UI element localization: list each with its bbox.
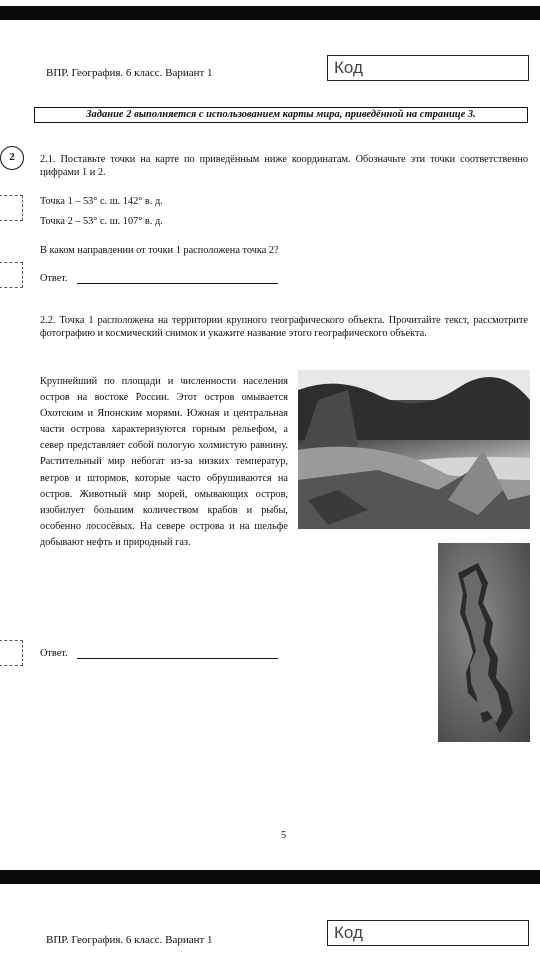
q21-text: 2.1. Поставьте точки на карте по приведённым ниже координатам. Обозначьте эти точки соответственно цифрами 1 и 2. xyxy=(40,154,528,178)
score-box-3[interactable] xyxy=(0,640,23,666)
code-field[interactable] xyxy=(327,55,529,81)
score-box-2[interactable] xyxy=(0,262,23,288)
footer-code-field[interactable] xyxy=(327,920,529,946)
bottom-black-bar xyxy=(0,870,540,884)
island-photo xyxy=(298,370,530,529)
task-number-circle: 2 xyxy=(0,146,24,170)
task-banner: Задание 2 выполняется с использованием карты мира, приведённой на странице 3. xyxy=(34,107,528,123)
rocky-coast-illustration xyxy=(298,370,530,529)
q21-question: В каком направлении от точки 1 расположена точка 2? xyxy=(40,245,279,256)
footer-code-label: Код xyxy=(334,923,363,942)
island-silhouette xyxy=(438,543,530,742)
code-label: Код xyxy=(334,58,363,77)
satellite-image xyxy=(438,543,530,742)
q21-point2: Точка 2 – 53° с. ш. 107° в. д. xyxy=(40,216,163,227)
score-box-1[interactable] xyxy=(0,195,23,221)
footer-header-title: ВПР. География. 6 класс. Вариант 1 xyxy=(46,934,213,946)
q21-answer-label: Ответ. xyxy=(40,273,68,284)
q22-answer-label: Ответ. xyxy=(40,648,68,659)
q21-answer-line[interactable] xyxy=(77,283,278,284)
header-title: ВПР. География. 6 класс. Вариант 1 xyxy=(46,67,213,79)
top-black-bar xyxy=(0,6,540,20)
q22-text: 2.2. Точка 1 расположена на территории крупного географического объекта. Прочитайте текст, рассмотрите фотографию и космический снимок и укажите название этого географического объекта. xyxy=(40,315,528,339)
page-number: 5 xyxy=(281,830,287,841)
q22-description: Крупнейший по площади и численности населения остров на востоке России. Этот остров омывается Охотским и Японским морями. Южная и центральная части острова характеризуются горным рельефом, а север представляет собой пологую холмистую равнину. Растительный мир небогат из-за низких температур, ветров и штормов, которые часто обрушиваются на остров. Животный мир морей, омывающих остров, изобилует большим количеством крабов и рыбы, особенно лососёвых. На севере острова и на шельфе добывают нефть и природный газ. xyxy=(40,376,288,548)
q22-answer-line[interactable] xyxy=(77,658,278,659)
q21-point1: Точка 1 – 53° с. ш. 142° в. д. xyxy=(40,196,163,207)
